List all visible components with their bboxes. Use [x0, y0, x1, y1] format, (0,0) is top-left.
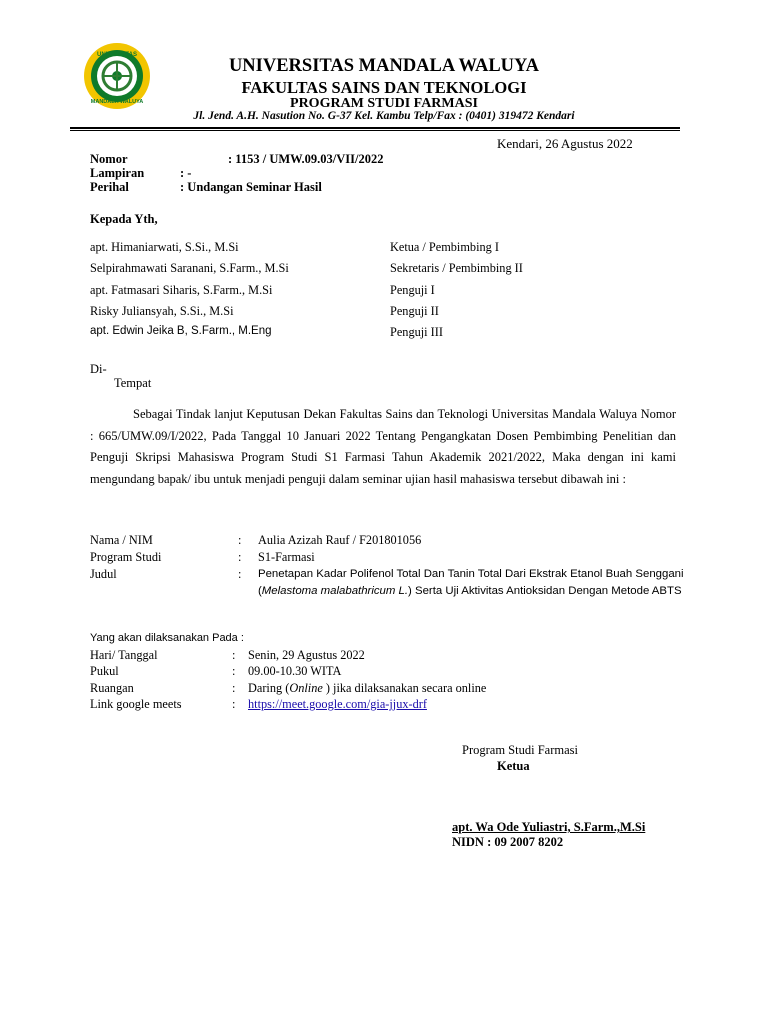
recipient-name: apt. Fatmasari Siharis, S.Farm., M.Si	[90, 282, 273, 297]
university-name: UNIVERSITAS MANDALA WALUYA	[228, 56, 540, 76]
prodi-value: S1-Farmasi	[258, 550, 315, 564]
ruangan-online: Online	[289, 680, 323, 695]
signature-nidn: NIDN : 09 2007 8202	[452, 835, 564, 849]
recipient-role: Ketua / Pembimbing I	[390, 240, 499, 254]
signature-org: Program Studi Farmasi	[462, 743, 578, 757]
ruangan-label: Ruangan	[90, 680, 134, 695]
university-logo	[70, 41, 164, 111]
prodi-label: Program Studi	[90, 550, 162, 564]
lampiran-label: Lampiran	[90, 166, 145, 180]
recipient-name: apt. Edwin Jeika B, S.Farm., M.Eng	[90, 325, 272, 338]
pukul-label: Pukul	[90, 664, 119, 679]
logo-text-top: UNIVERSITAS	[97, 52, 137, 58]
perihal-label: Perihal	[90, 180, 129, 194]
colon: :	[232, 664, 236, 679]
ruangan-text: Daring (	[248, 680, 290, 695]
hari-value: Senin, 29 Agustus 2022	[248, 648, 365, 662]
program-name: PROGRAM STUDI FARMASI	[290, 96, 478, 111]
lampiran-value: : -	[180, 166, 192, 180]
hari-label: Hari/ Tanggal	[90, 648, 158, 662]
letter-date: Kendari, 26 Agustus 2022	[497, 136, 633, 151]
logo-text-bottom: MANDALA WALUYA	[90, 99, 144, 105]
colon: :	[232, 648, 236, 662]
colon: :	[238, 533, 242, 547]
google-meet-link[interactable]: https://meet.google.com/gia-jjux-drf	[248, 696, 427, 711]
pukul-value: 09.00-10.30 WITA	[248, 664, 342, 679]
body-paragraph: Sebagai Tindak lanjut Keputusan Dekan Fakultas Sains dan Teknologi Universitas Mandala Waluya Nomor : 665/UMW.09/I/2022, Pada Tanggal 10 Januari 2022 Tentang Pengangkatan Dosen Pembimbing Penelitian dan Penguji Skripsi Mahasiswa Program Studi S1 Farmasi Tahun Akademik 2021/2022, Maka dengan ini kami mengundang bapak/ ibu untuk menjadi penguji dalam seminar ujian hasil mahasiswa tersebut dibawah ini :	[90, 407, 676, 487]
address-line: Jl. Jend. A.H. Nasution No. G-37 Kel. Kambu Telp/Fax : (0401) 319472 Kendari	[193, 110, 575, 122]
judul-species: Melastoma malabathricum L.	[261, 585, 409, 597]
recipient-name: Risky Juliansyah, S.Si., M.Si	[90, 303, 234, 318]
recipient-name: apt. Himaniarwati, S.Si., M.Si	[90, 240, 239, 254]
ruangan-value	[248, 681, 486, 696]
nama-value: Aulia Azizah Rauf / F201801056	[258, 533, 422, 547]
schedule-intro: Yang akan dilaksanakan Pada :	[90, 632, 244, 644]
signature-name: apt. Wa Ode Yuliastri, S.Farm.,M.Si	[452, 820, 646, 834]
recipient-role: Penguji II	[390, 303, 439, 318]
recipient-role: Penguji III	[390, 325, 443, 340]
link-label: Link google meets	[90, 696, 182, 711]
recipient-role: Penguji I	[390, 282, 435, 297]
judul-text: Penetapan Kadar Polifenol Total Dan Tanin Total Dari Ekstrak Etanol Buah Senggani (	[258, 568, 684, 597]
judul-value	[258, 566, 688, 600]
recipient-name: Selpirahmawati Saranani, S.Farm., M.Si	[90, 261, 289, 276]
recipient-role: Sekretaris / Pembimbing II	[390, 261, 523, 276]
colon: :	[232, 680, 236, 695]
nomor-label: Nomor	[90, 152, 128, 166]
colon: :	[238, 567, 242, 581]
nama-label: Nama / NIM	[90, 533, 153, 547]
judul-text-end: ) Serta Uji Aktivitas Antioksidan Dengan Metode ABTS	[408, 585, 682, 597]
judul-label: Judul	[90, 567, 117, 581]
tempat-label: Tempat	[114, 376, 152, 390]
letterhead-divider	[70, 127, 680, 131]
perihal-value: : Undangan Seminar Hasil	[180, 180, 322, 194]
colon: :	[232, 696, 236, 711]
ruangan-text-end: ) jika dilaksanakan secara online	[322, 680, 487, 695]
faculty-name: FAKULTAS SAINS DAN TEKNOLOGI	[241, 78, 527, 97]
colon: :	[238, 550, 242, 564]
nomor-value: : 1153 / UMW.09.03/VII/2022	[228, 152, 384, 166]
salutation: Kepada Yth,	[90, 212, 158, 226]
signature-title: Ketua	[497, 759, 530, 773]
di-label: Di-	[90, 362, 107, 376]
